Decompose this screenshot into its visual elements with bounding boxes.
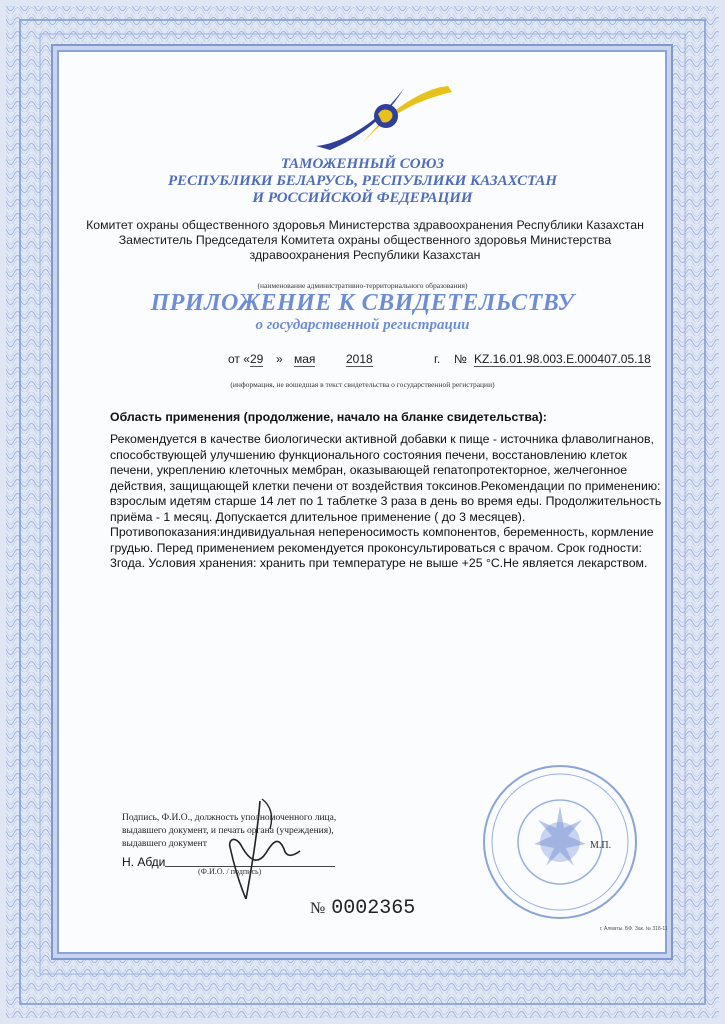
- fio-note: (Ф.И.О. / подпись): [198, 867, 262, 876]
- registration-number: KZ.16.01.98.003.E.000407.05.18: [474, 352, 651, 366]
- committee-line-2: Заместитель Председателя Комитета охраны общественного здоровья Министерства: [118, 233, 612, 247]
- scope-text: Рекомендуется в качестве биологически активной добавки к пище - источника флаволигнанов, способствующей улучшению функционального состояния печени, восстановлению клеток печени, укреплению клеточных мембран, оказывающей гепатопротекторное, желчегонное действия, защищающей клетки печени от воздействия токсинов.Рекомендации по применению: взрослым идетям старше 14 лет по 1 таблетке 3 раза в день во время еды. Продолжительность приёма - 1 месяц. Допускается длительное применение ( до 3 месяцев). Противопоказания:индивидуальная непереносимость компонентов, беременность, кормление грудью. Перед применением рекомендуется проконсультироваться с врачом. Срок годности: 3года. Условия хранения: хранить при температуре не выше +25 °С.Не является лекарством.: [110, 432, 662, 570]
- customs-union-emblem-icon: [312, 80, 452, 152]
- committee-line-1: Комитет охраны общественного здоровья Министерства здравоохранения Республики Казахстан: [86, 218, 644, 232]
- date-day: 29: [250, 352, 264, 366]
- union-title-line-2: РЕСПУБЛИКИ БЕЛАРУСЬ, РЕСПУБЛИКИ КАЗАХСТАН: [167, 173, 558, 189]
- date-month: мая: [294, 352, 316, 366]
- signature-label-line-1: Подпись, Ф.И.О., должность уполномоченного лица,: [122, 813, 337, 823]
- printer-note: г. Алматы. БФ. Зак. № 318-11: [600, 926, 668, 932]
- signature-label-line-2: выдавшего документ, и печать органа (учреждения),: [122, 826, 334, 836]
- signature-label-line-3: выдавшего документ: [122, 839, 207, 849]
- date-prefix: от «: [228, 352, 250, 366]
- form-number-sign: №: [310, 900, 326, 917]
- official-seal-icon: [480, 762, 640, 922]
- date-close-quote: »: [276, 352, 283, 366]
- union-title-line-1: ТАМОЖЕННЫЙ СОЮЗ: [280, 156, 445, 172]
- form-number-value: 0002365: [331, 897, 416, 920]
- scope-heading: Область применения (продолжение, начало на бланке свидетельства):: [110, 410, 547, 424]
- date-year: 2018: [346, 352, 373, 366]
- admin-territory-note: (наименование административно-территориального образования): [257, 281, 468, 290]
- registration-number-sign: №: [454, 352, 467, 366]
- registration-date-line: [228, 352, 668, 370]
- committee-line-3: здравоохранения Республики Казахстан: [249, 248, 481, 262]
- signer-name: Н. Абди: [122, 855, 166, 869]
- stamp-mp-label: М.П.: [590, 840, 612, 851]
- union-title-line-3: И РОССИЙСКОЙ ФЕДЕРАЦИИ: [252, 190, 473, 206]
- appendix-title: ПРИЛОЖЕНИЕ К СВИДЕТЕЛЬСТВУ: [150, 290, 575, 316]
- handwritten-signature-icon: [200, 795, 310, 905]
- form-number: [310, 897, 415, 920]
- info-note: (информация, не вошедшая в текст свидетельства о государственной регистрации): [230, 380, 495, 389]
- date-year-suffix: г.: [434, 352, 441, 366]
- appendix-subtitle: о государственной регистрации: [255, 317, 470, 333]
